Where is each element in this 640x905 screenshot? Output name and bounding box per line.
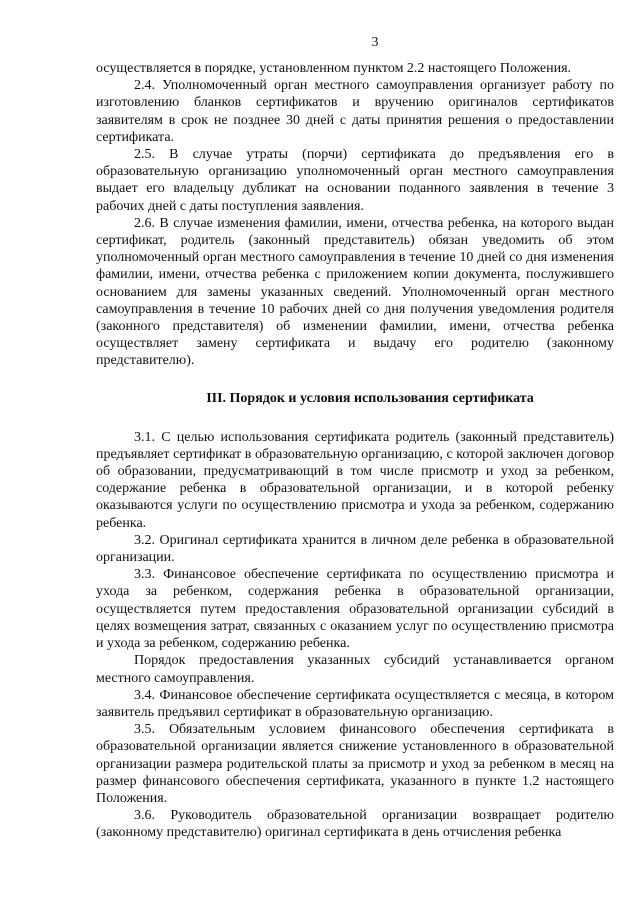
paragraph-2-4: 2.4. Уполномоченный орган местного самоуправления организует работу по изготовлению бланков сертификатов и вручению оригиналов сертификатов заявителям в срок не позднее 30 дней с даты принятия решения о предоставлении сертификата. [96,78,614,145]
paragraph-3-5: 3.5. Обязательным условием финансового обеспечения сертификата в образовательной организации является снижение установленного в образовательной организации размера родительской платы за присмотр и уход за ребенком в месяц на размер финансового обеспечения сертификата, указанного в пункте 1.2 настоящего Положения. [96,722,614,806]
paragraph-3-4: 3.4. Финансовое обеспечение сертификата осуществляется с месяца, в котором заявитель предъявил сертификат в образовательную организацию. [96,687,614,720]
document-page [96,34,614,842]
paragraph-3-3: 3.3. Финансовое обеспечение сертификата по осуществлению присмотра и ухода за ребенком, содержания ребенка в образовательной организации, осуществляется путем предоставления образовательной организации субсидий в целях возмещения затрат, связанных с оказанием услуг по осуществлению присмотра и ухода за ребенком, содержанию ребенка. [96,567,614,652]
paragraph-3-3-subsidies: Порядок предоставления указанных субсидий устанавливается органом местного самоуправления. [96,653,614,686]
paragraph-continuation: осуществляется в порядке, установленном пунктом 2.2 настоящего Положения. [96,61,572,76]
paragraph-3-1: 3.1. С целью использования сертификата родитель (законный представитель) предъявляет сертификат в образовательную организацию, с которой заключен договор об образовании, предусматривающий в том числе присмотр и уход за ребенком, содержание ребенка в образовательной организации, и в которой ребенку оказываются услуги по осуществлению присмотра и ухода за ребенком, содержанию ребенка. [96,429,614,531]
paragraph-2-5: 2.5. В случае утраты (порчи) сертификата до предъявления его в образовательную организацию уполномоченный орган местного самоуправления выдает его владельцу дубликат на основании поданного заявления в течение 3 рабочих дней с даты поступления заявления. [96,147,614,214]
page-number: 3 [371,35,379,50]
section-title: III. Порядок и условия использования сертификата [206,390,534,406]
paragraph-3-2: 3.2. Оригинал сертификата хранится в личном деле ребенка в образовательной организации. [96,532,614,566]
paragraph-2-6: 2.6. В случае изменения фамилии, имени, отчества ребенка, на которого выдан сертификат, родитель (законный представитель) обязан уведомить об этом уполномоченный орган местного самоуправления в течение 10 дней со дня изменения фамилии, имени, отчества ребенка с приложением копии документа, послужившего основанием для замены указанных сведений. Уполномоченный орган местного самоуправления в течение 10 рабочих дней со дня получения уведомления родителя (законного представителя) об изменении фамилии, имени, отчества ребенка осуществляет замену сертификата и выдачу его родителю (законному представителю). [96,215,614,369]
paragraph-3-6: 3.6. Руководитель образовательной организации возвращает родителю (законному представителю) оригинал сертификата в день отчисления ребенка [96,808,614,841]
